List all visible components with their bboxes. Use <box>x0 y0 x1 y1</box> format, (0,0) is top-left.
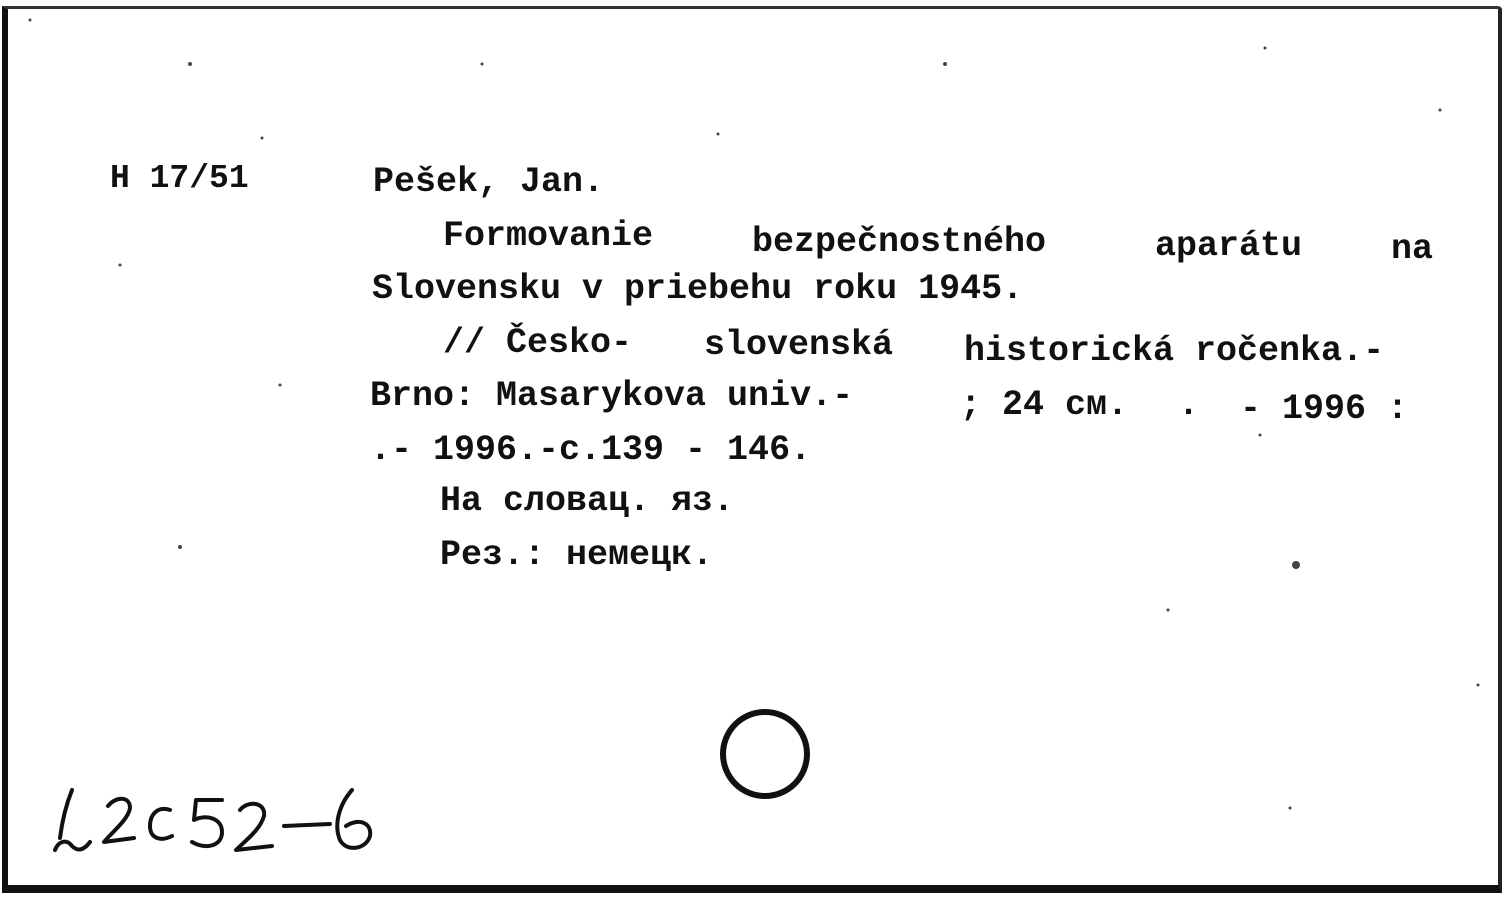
source-part-3: historická ročenka.- <box>964 331 1385 371</box>
summary-note: Рез.: немецк. <box>440 535 714 575</box>
ink-specks <box>29 19 1480 810</box>
source-part-1: // Česko- <box>443 323 633 363</box>
punch-hole-circle <box>723 712 807 796</box>
size-dot: . <box>1178 385 1200 425</box>
shelf-mark: H 17/51 <box>110 160 249 197</box>
year-note: - 1996 : <box>1240 389 1409 429</box>
pages-line: .- 1996.-с.139 - 146. <box>370 430 812 470</box>
title-word-1: Formovanie <box>443 216 654 256</box>
author: Pešek, Jan. <box>373 162 605 202</box>
source-part-2: slovenská <box>704 325 894 365</box>
size-note: ; 24 см. <box>960 385 1129 425</box>
title-word-3: aparátu <box>1155 226 1303 266</box>
publisher: Brno: Masarykova univ.- <box>370 376 854 416</box>
language-note: На словац. яз. <box>440 481 735 521</box>
title-line-2: Slovensku v priebehu roku 1945. <box>372 269 1024 309</box>
title-word-4: na <box>1391 229 1434 269</box>
handwritten-number <box>55 790 370 850</box>
title-word-2: bezpečnostného <box>752 222 1047 262</box>
